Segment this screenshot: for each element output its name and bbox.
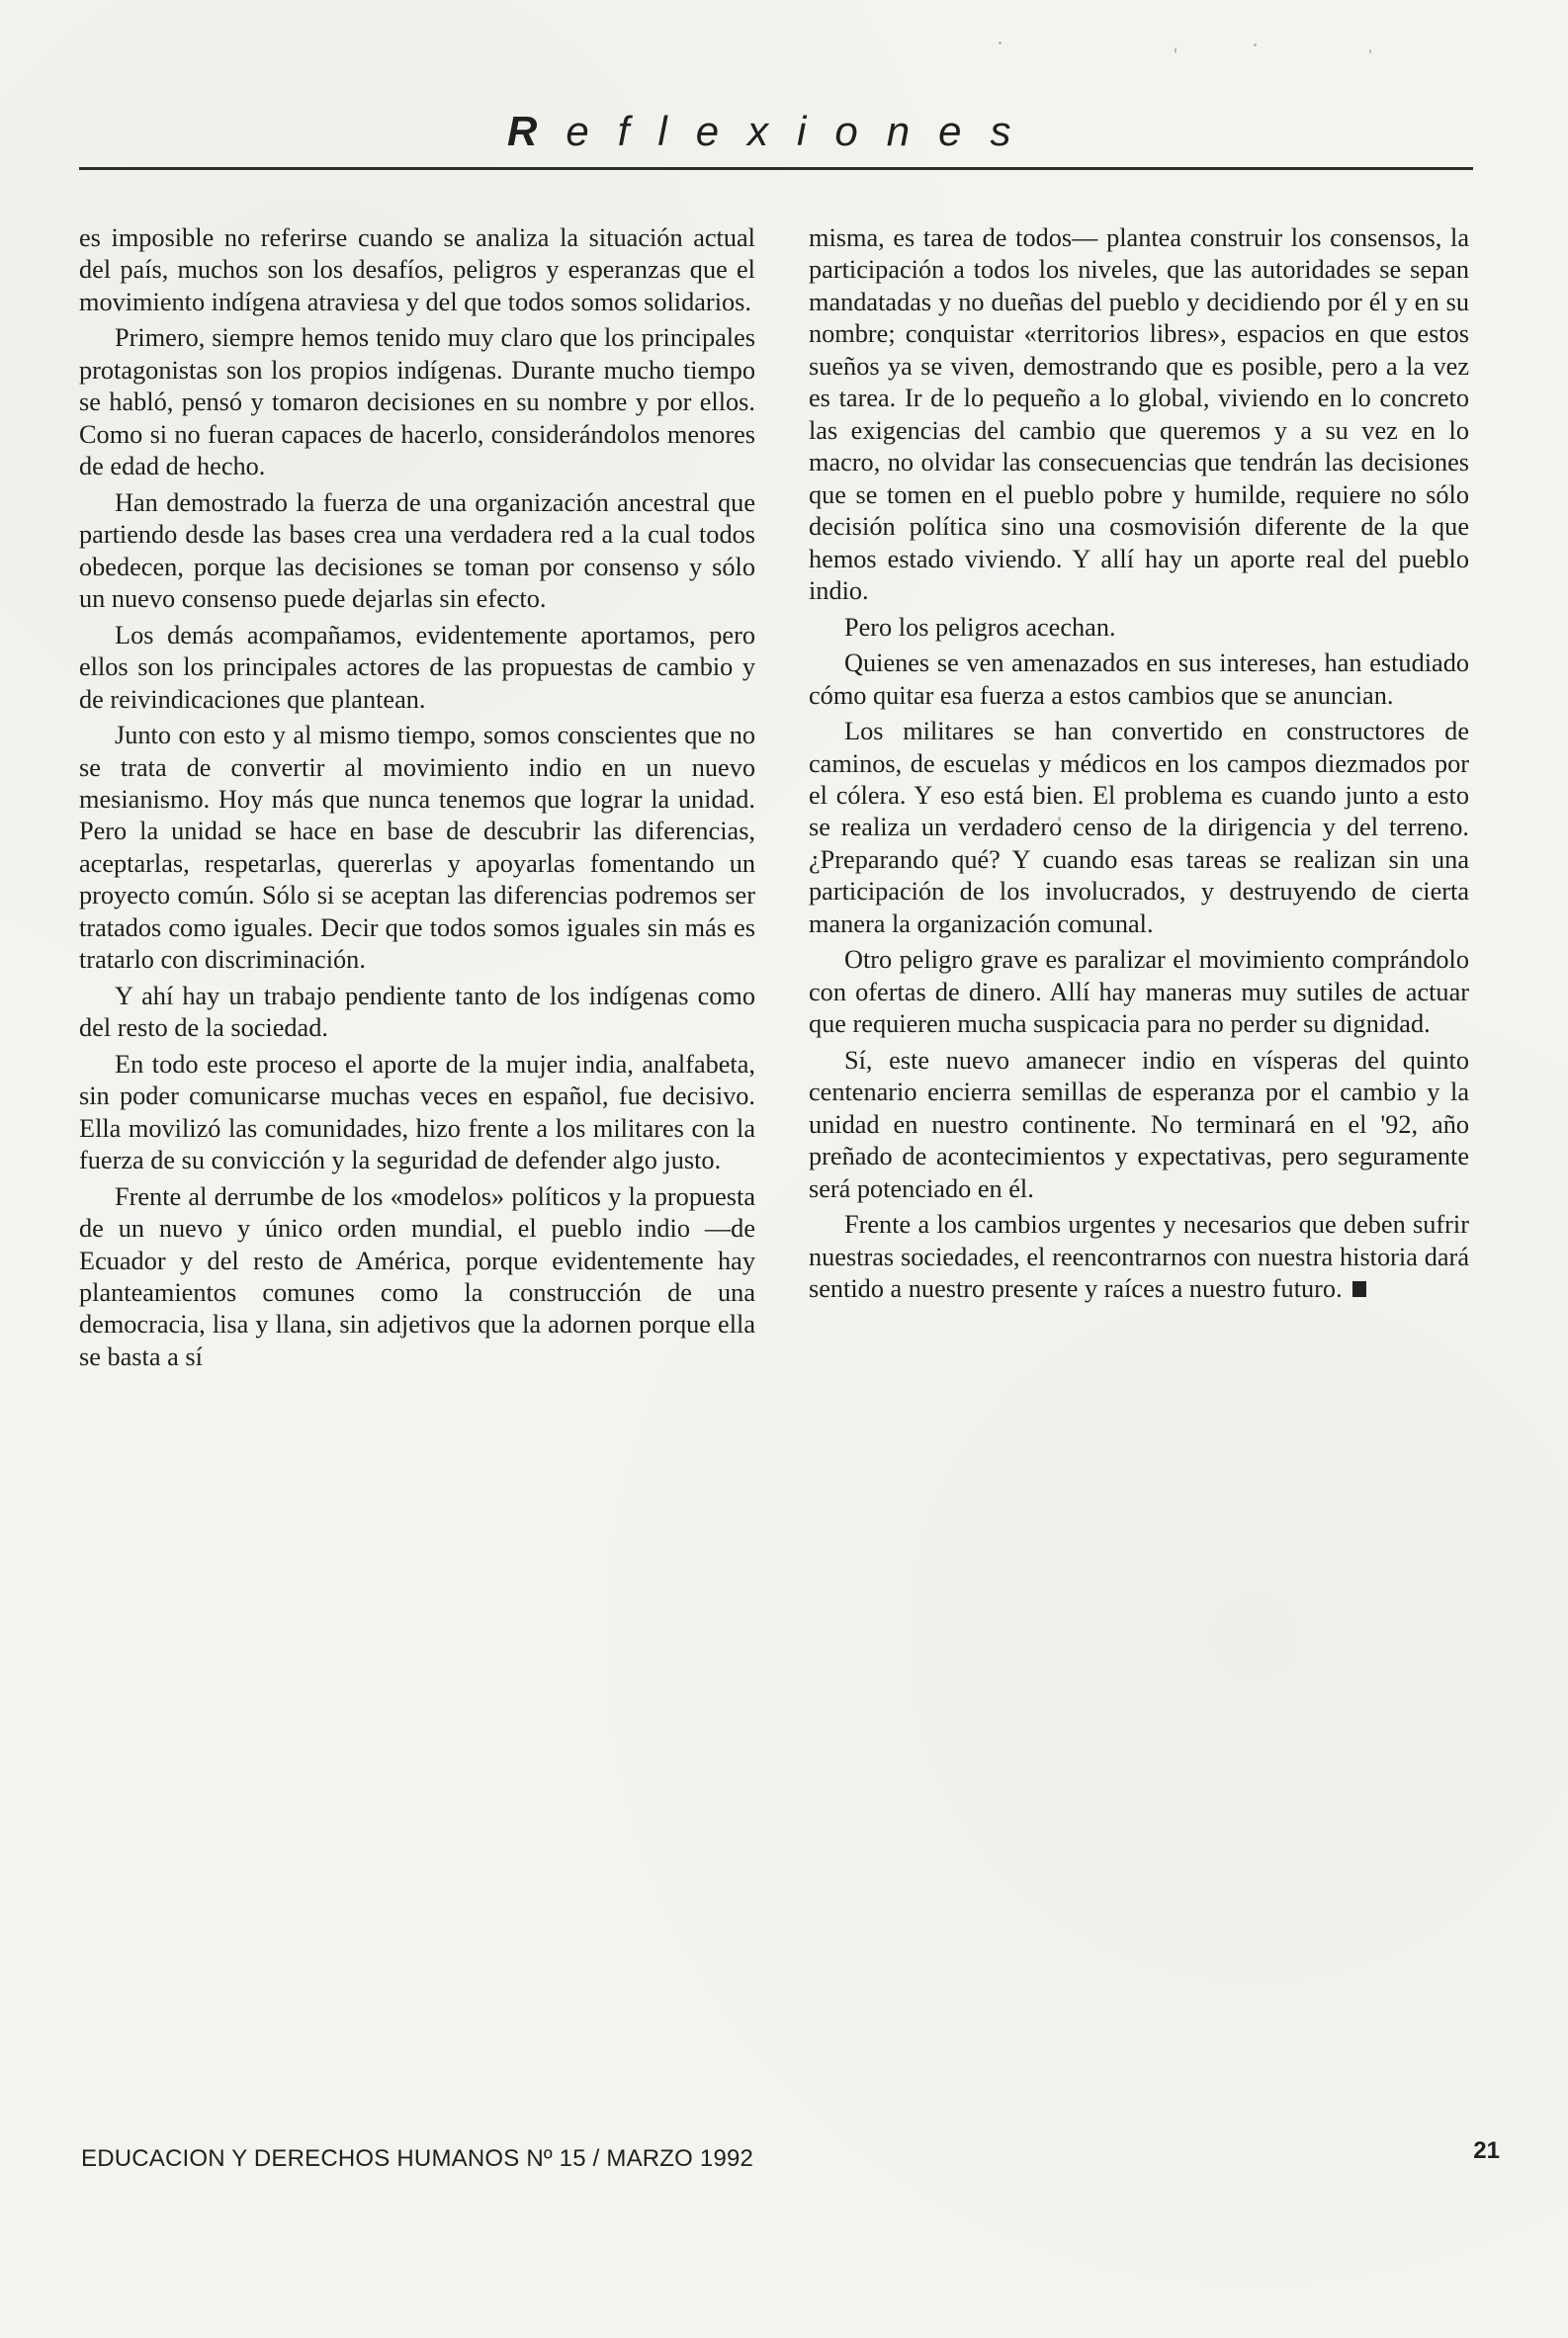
- header-rule: [79, 167, 1473, 170]
- paragraph: es imposible no referirse cuando se analiza la situación actual del país, muchos son los desafíos, peligros y esperanzas que el movimiento indígena atraviesa y del que todos somos solidarios.: [79, 223, 755, 316]
- paragraph: Sí, este nuevo amanecer indio en vísperas del quinto centenario encierra semillas de esperanza por el cambio y la unidad en nuestro continente. No terminará en el '92, año preñado de acontecimientos y expectativas, pero seguramente será potenciado en él.: [809, 1045, 1469, 1203]
- section-title-initial: R: [507, 108, 566, 154]
- right-column: [809, 222, 1469, 1309]
- paragraph-final: [809, 1209, 1469, 1305]
- print-speck: [999, 42, 1002, 44]
- paragraph: Junto con esto y al mismo tiempo, somos conscientes que no se trata de convertir al movimiento indio en un nuevo mesianismo. Hoy más que nunca tenemos que lograr la unidad. Pero la unidad se hace en base de descubrir las diferencias, aceptarlas, respetarlas, quererlas y apoyarlas fomentando un proyecto común. Sólo si se aceptan las diferencias podremos ser tratados como iguales. Decir que todos somos iguales sin más es tratarlo con discriminación.: [79, 721, 755, 975]
- journal-citation: EDUCACION Y DERECHOS HUMANOS Nº 15 / MARZO 1992: [81, 2145, 754, 2172]
- paragraph: Frente al derrumbe de los «modelos» políticos y la propuesta de un nuevo y único orden mundial, el pueblo indio —de Ecuador y del resto de América, porque evidentemente hay planteamientos comunes como la construcción de una democracia, lisa y llana, sin adjetivos que la adornen porque ella se basta a sí: [79, 1181, 755, 1371]
- paragraph-final-text: Frente a los cambios urgentes y necesarios que deben sufrir nuestras sociedades, el reencontrarnos con nuestra historia dará sentido a nuestro presente y raíces a nuestro futuro.: [809, 1210, 1469, 1303]
- paragraph: Los demás acompañamos, evidentemente aportamos, pero ellos son los principales actores de las propuestas de cambio y de reivindicaciones que plantean.: [79, 620, 755, 714]
- paragraph: Primero, siempre hemos tenido muy claro que los principales protagonistas son los propios indígenas. Durante mucho tiempo se habló, pensó y tomaron decisiones en su nombre y por ellos. Como si no fueran capaces de hacerlo, considerándolos menores de edad de hecho.: [79, 323, 755, 481]
- print-speck: [1254, 43, 1257, 46]
- paragraph: En todo este proceso el aporte de la mujer india, analfabeta, sin poder comunicarse muchas veces en español, fue decisivo. Ella movilizó las comunidades, hizo frente a los militares con la fuerza de su convicción y la seguridad de defender algo justo.: [79, 1049, 755, 1175]
- paragraph: Los militares se han convertido en constructores de caminos, de escuelas y médicos en los campos diezmados por el cólera. Y eso está bien. El problema es cuando junto a esto se realiza un verdadero censo de la dirigencia y del terreno. ¿Preparando qué? Y cuando esas tareas se realizan sin una participación de los involucrados, y destruyendo de cierta manera la organización comunal.: [809, 717, 1469, 938]
- section-header: [79, 108, 1463, 180]
- page-footer: [81, 2137, 1500, 2185]
- paragraph: Quienes se ven amenazados en sus intereses, han estudiado cómo quitar esa fuerza a estos cambios que se anuncian.: [809, 649, 1469, 710]
- section-title: [507, 108, 1040, 154]
- paragraph: Otro peligro grave es paralizar el movimiento comprándolo con ofertas de dinero. Allí hay maneras muy sutiles de actuar que requieren mucha suspicacia para no perder su dignidad.: [809, 945, 1469, 1039]
- paragraph: Y ahí hay un trabajo pendiente tanto de los indígenas como del resto de la sociedad.: [79, 981, 755, 1043]
- page-number: 21: [1473, 2137, 1500, 2164]
- print-speck: [1369, 49, 1371, 53]
- print-speck: [1175, 47, 1176, 53]
- end-of-article-icon: [1352, 1281, 1366, 1297]
- left-column: [79, 222, 755, 1377]
- paragraph: misma, es tarea de todos— plantea construir los consensos, la participación a todos los niveles, que las autoridades se sepan mandatadas y no dueñas del pueblo y decidiendo por él y en su nombre; conquistar «territorios libres», espacios en que estos sueños ya se viven, demostrando que es posible, pero a la vez es tarea. Ir de lo pequeño a lo global, viviendo en lo concreto las exigencias del cambio que queremos y a su vez en lo macro, no olvidar las consecuencias que tendrán las decisiones que se tomen en el pueblo pobre y humilde, requiere no sólo decisión política sino una cosmovisión diferente de la que hemos estado viviendo. Y allí hay un aporte real del pueblo indio.: [809, 223, 1469, 606]
- paragraph: Han demostrado la fuerza de una organización ancestral que partiendo desde las bases crea una verdadera red a la cual todos obedecen, porque las decisiones se toman por consenso y sólo un nuevo consenso puede dejarlas sin efecto.: [79, 487, 755, 614]
- paragraph: Pero los peligros acechan.: [844, 612, 1116, 642]
- section-title-rest: eflexiones: [566, 108, 1040, 154]
